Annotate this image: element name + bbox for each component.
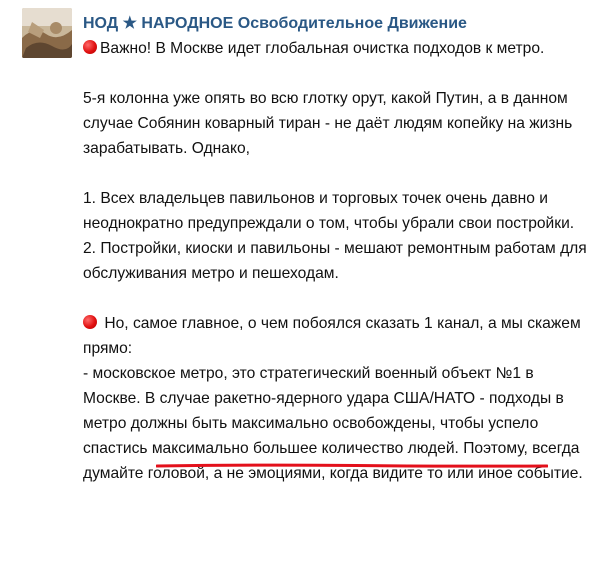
red-circle-icon — [83, 315, 97, 329]
paragraph-important-text: Важно! В Москве идет глобальная очистка подходов к метро. — [100, 40, 545, 57]
red-underline-annotation — [156, 463, 548, 468]
paragraph-spacer — [83, 286, 588, 311]
paragraph-point-2: 2. Постройки, киоски и павильоны - мешают ремонтным работам для обслуживания метро и пешеходам. — [83, 240, 587, 282]
group-avatar[interactable] — [22, 8, 72, 58]
paragraph-spacer — [83, 61, 588, 86]
group-avatar-image — [22, 8, 72, 58]
paragraph-fifth-column: 5-я колонна уже опять во всю глотку орут, какой Путин, а в данном случае Собянин коварный тиран - не даёт людям копейку на жизнь зарабатывать. Однако, — [83, 90, 573, 157]
paragraph-main — [83, 311, 588, 361]
paragraph-metro: - московское метро, это стратегический военный объект №1 в Москве. В случае ракетно-ядерного удара США/НАТО - подходы в метро должны быть максимально освобождены, чтобы успело спастись максимально большее количество людей. Поэтому, всегда думайте головой, а не эмоциями, когда видите то или иное событие. — [83, 365, 583, 482]
paragraph-point-1: 1. Всех владельцев павильонов и торговых точек очень давно и неоднократно предупреждали о том, чтобы убрали свои постройки. — [83, 190, 575, 232]
paragraph-spacer — [83, 161, 588, 186]
red-circle-icon — [83, 40, 97, 54]
paragraph-main-text: Но, самое главное, о чем побоялся сказать 1 канал, а мы скажем прямо: — [83, 315, 581, 357]
post-author-link[interactable]: НОД ★ НАРОДНОЕ Освободительное Движение — [83, 15, 467, 32]
paragraph-important — [83, 36, 588, 61]
post-text — [83, 36, 588, 486]
